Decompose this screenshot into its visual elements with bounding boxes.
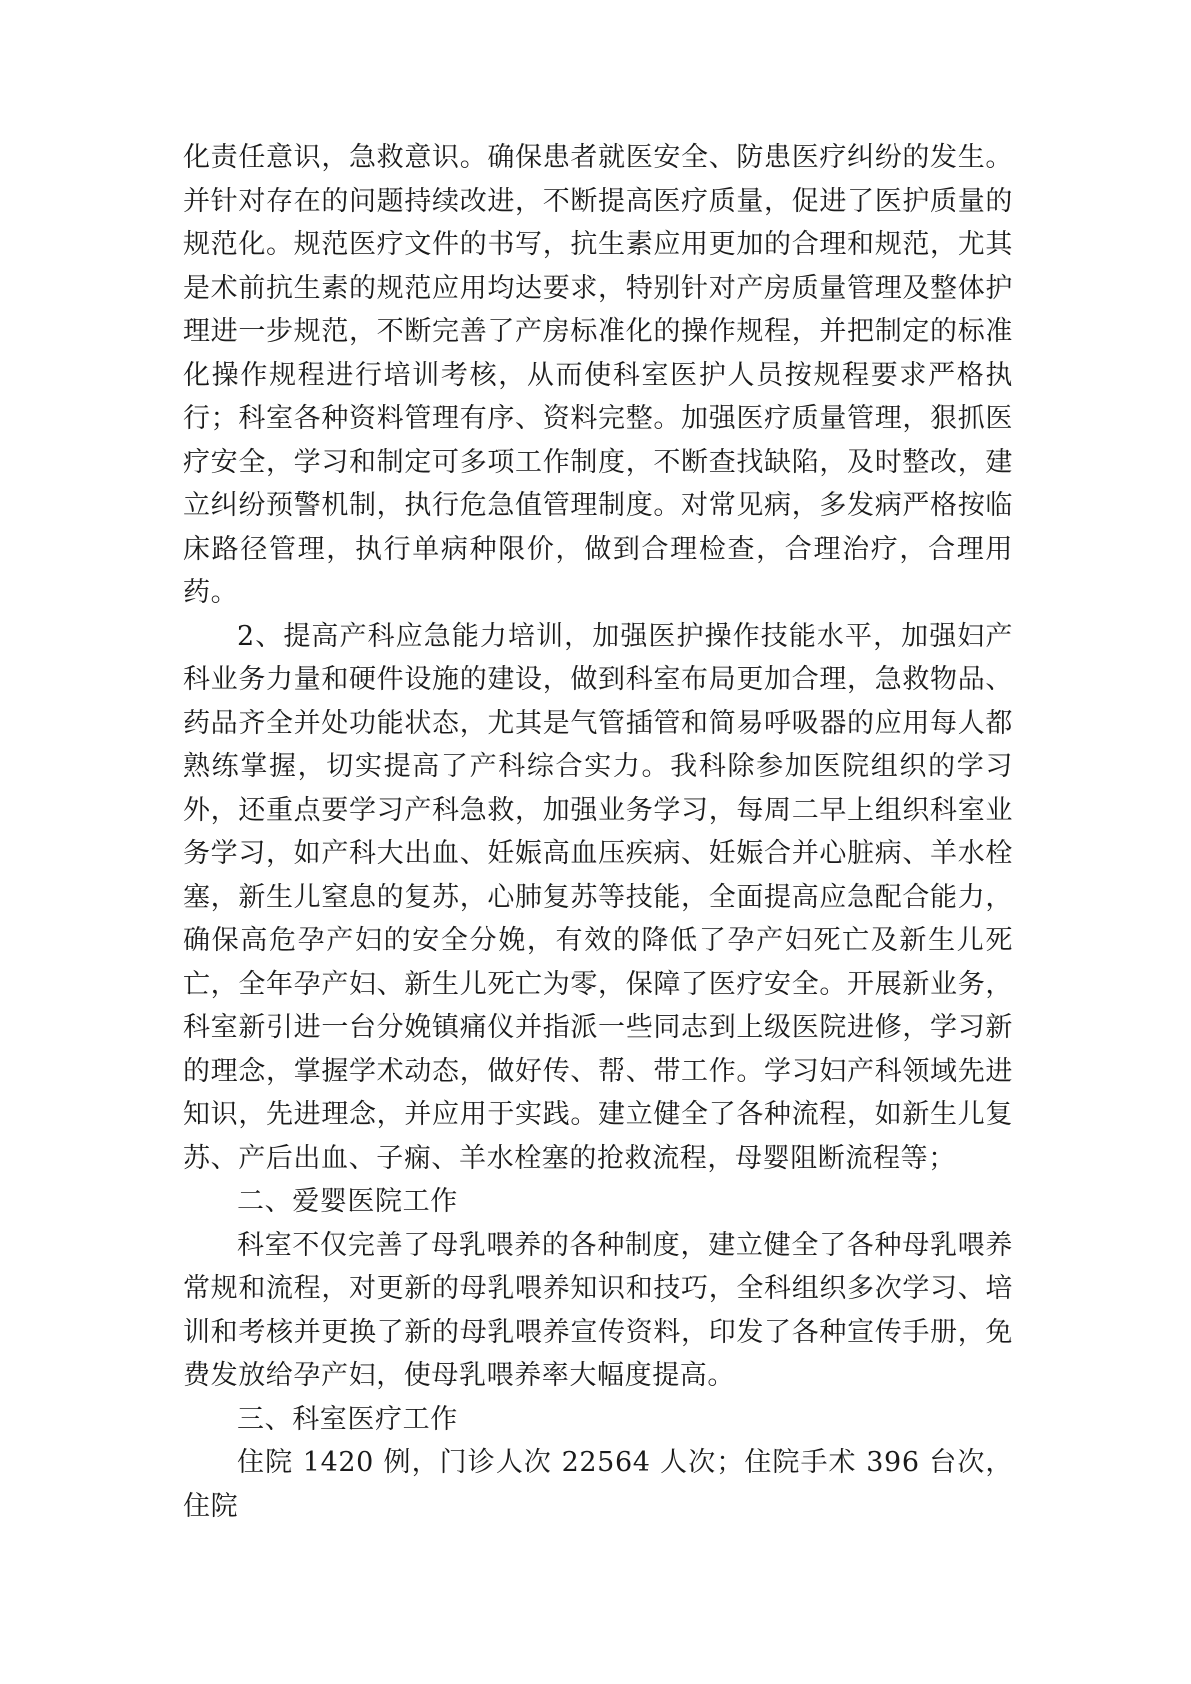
document-body [183, 136, 1013, 1528]
section-heading-baby-friendly: 二、爱婴医院工作 [237, 1186, 458, 1217]
paragraph-statistics: 住院 1420 例，门诊人次 22564 人次；住院手术 396 台次，住院 [183, 1447, 1013, 1522]
paragraph-emergency-training: 2、提高产科应急能力培训，加强医护操作技能水平，加强妇产科业务力量和硬件设施的建设，做到科室布局更加合理，急救物品、药品齐全并处功能状态，尤其是气管插管和简易呼吸器的应用每人都熟练掌握，切实提高了产科综合实力。我科除参加医院组织的学习外，还重点要学习产科急救，加强业务学习，每周二早上组织科室业务学习，如产科大出血、妊娠高血压疾病、妊娠合并心脏病、羊水栓塞，新生儿窒息的复苏，心肺复苏等技能，全面提高应急配合能力，确保高危孕产妇的安全分娩，有效的降低了孕产妇死亡及新生儿死亡，全年孕产妇、新生儿死亡为零，保障了医疗安全。开展新业务，科室新引进一台分娩镇痛仪并指派一些同志到上级医院进修，学习新的理念，掌握学术动态，做好传、帮、带工作。学习妇产科领域先进知识，先进理念，并应用于实践。建立健全了各种流程，如新生儿复苏、产后出血、子痫、羊水栓塞的抢救流程，母婴阻断流程等； [183, 620, 1013, 1174]
paragraph-quality-management: 化责任意识，急救意识。确保患者就医安全、防患医疗纠纷的发生。并针对存在的问题持续改进，不断提高医疗质量，促进了医护质量的规范化。规范医疗文件的书写，抗生素应用更加的合理和规范，尤其是术前抗生素的规范应用均达要求，特别针对产房质量管理及整体护理进一步规范，不断完善了产房标准化的操作规程，并把制定的标准化操作规程进行培训考核，从而使科室医护人员按规程要求严格执行；科室各种资料管理有序、资料完整。加强医疗质量管理，狠抓医疗安全，学习和制定可多项工作制度，不断查找缺陷，及时整改，建立纠纷预警机制，执行危急值管理制度。对常见病，多发病严格按临床路径管理，执行单病种限价，做到合理检查，合理治疗，合理用药。 [183, 142, 1013, 608]
section-heading-medical-work: 三、科室医疗工作 [237, 1403, 458, 1435]
paragraph-breastfeeding: 科室不仅完善了母乳喂养的各种制度，建立健全了各种母乳喂养常规和流程，对更新的母乳喂养知识和技巧，全科组织多次学习、培训和考核并更换了新的母乳喂养宣传资料，印发了各种宣传手册，免费发放给孕产妇，使母乳喂养率大幅度提高。 [183, 1229, 1013, 1391]
